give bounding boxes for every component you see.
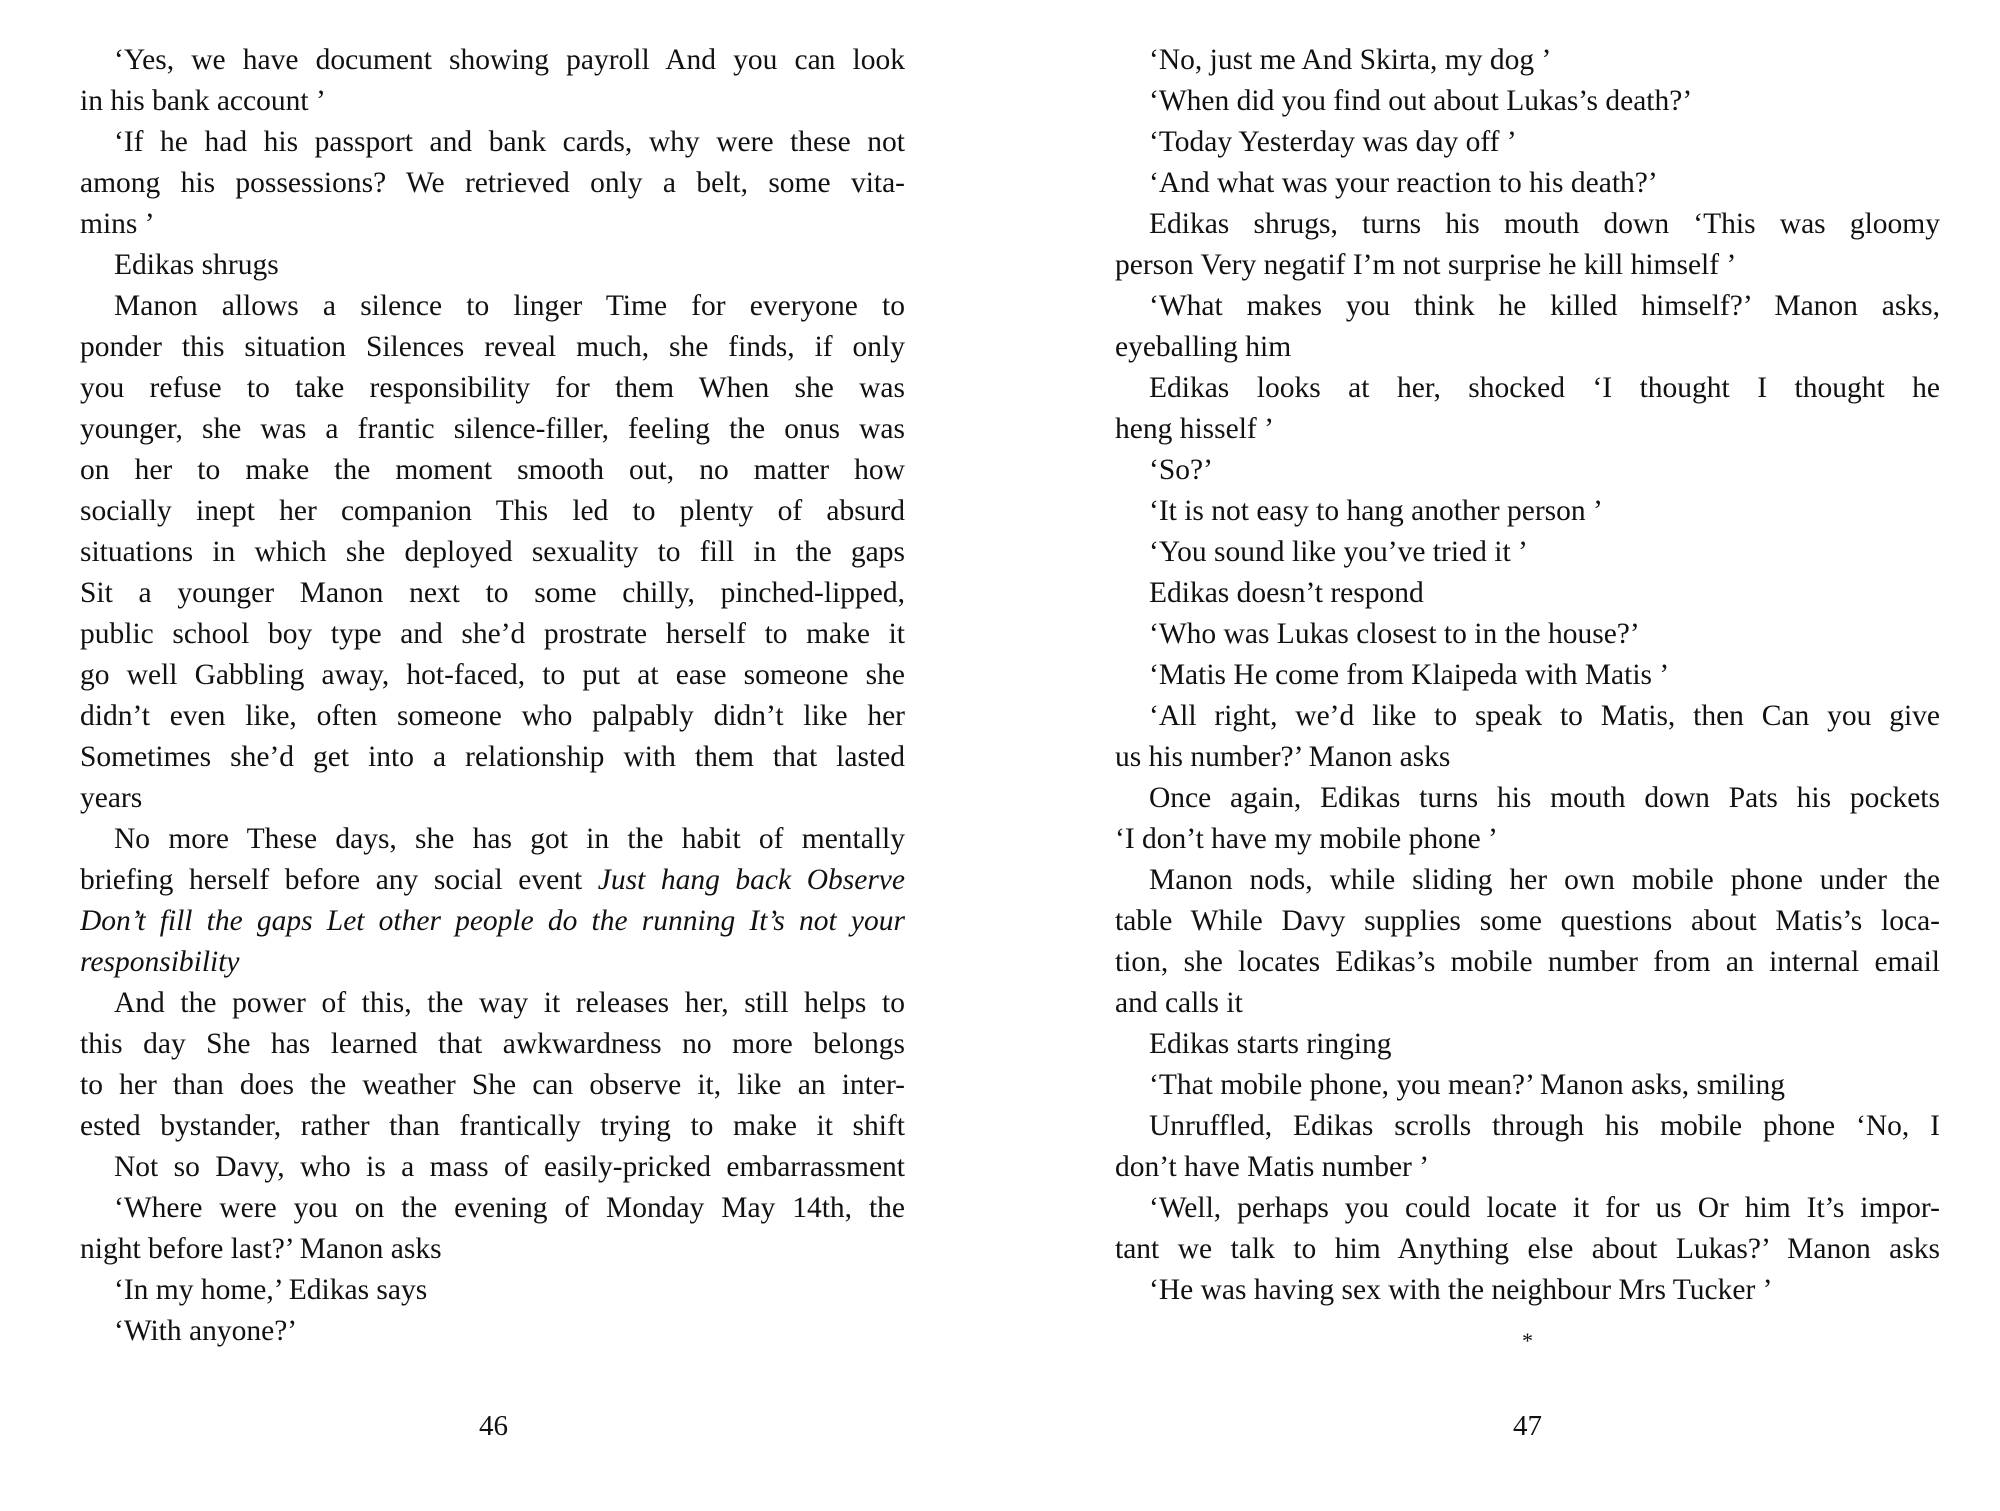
text-line-roman: Not so Davy, who is a mass of easily-pricked embarrassment <box>114 1151 905 1183</box>
text-line-roman: ‘All right, we’d like to speak to Matis, then Can you give <box>1149 700 1940 732</box>
text-line <box>1115 40 1940 81</box>
text-line <box>80 901 905 942</box>
text-line <box>1115 1147 1940 1188</box>
text-line-roman: in his bank account ’ <box>80 85 326 117</box>
text-line <box>80 204 905 245</box>
text-line-roman: Edikas starts ringing <box>1149 1028 1392 1060</box>
text-line <box>80 573 905 614</box>
text-line <box>80 122 905 163</box>
text-line <box>1115 409 1940 450</box>
text-line-roman: don’t have Matis number ’ <box>1115 1151 1430 1183</box>
text-line <box>1115 737 1940 778</box>
text-line-roman: this day She has learned that awkwardness no more belongs <box>80 1028 905 1060</box>
text-line <box>80 778 905 819</box>
text-line-roman: Sit a younger Manon next to some chilly, pinched-lipped, <box>80 577 905 609</box>
text-line <box>1115 1270 1940 1311</box>
text-line <box>80 163 905 204</box>
text-line <box>80 1270 905 1311</box>
text-line <box>1115 327 1940 368</box>
text-line-roman: didn’t even like, often someone who palpably didn’t like her <box>80 700 905 732</box>
text-line <box>1115 573 1940 614</box>
text-line-roman: Manon nods, while sliding her own mobile phone under the <box>1149 864 1940 896</box>
text-line-roman: ‘When did you find out about Lukas’s death?’ <box>1149 85 1693 117</box>
text-line <box>1115 983 1940 1024</box>
text-line-roman: ‘Matis He come from Klaipeda with Matis ’ <box>1149 659 1670 691</box>
text-line <box>1115 819 1940 860</box>
text-line <box>80 450 905 491</box>
text-line-roman: eyeballing him <box>1115 331 1292 363</box>
text-line <box>80 614 905 655</box>
text-line-roman: ‘He was having sex with the neighbour Mrs Tucker ’ <box>1149 1274 1773 1306</box>
text-line <box>1115 491 1940 532</box>
text-line <box>80 1229 905 1270</box>
text-line-roman: ‘You sound like you’ve tried it ’ <box>1149 536 1528 568</box>
text-line <box>1115 655 1940 696</box>
text-line-roman: Edikas doesn’t respond <box>1149 577 1424 609</box>
text-line <box>1115 1024 1940 1065</box>
text-line-roman: ‘Yes, we have document showing payroll And you can look <box>114 44 905 76</box>
text-line <box>1115 122 1940 163</box>
text-line-roman: ‘With anyone?’ <box>114 1315 298 1347</box>
text-line-roman: ested bystander, rather than frantically trying to make it shift <box>80 1110 905 1142</box>
text-line-roman: ‘Where were you on the evening of Monday May 14th, the <box>114 1192 905 1224</box>
text-line-roman: mins ’ <box>80 208 155 240</box>
text-line-roman: ‘What makes you think he killed himself?’ Manon asks, <box>1149 290 1940 322</box>
text-line <box>80 81 905 122</box>
text-line <box>80 327 905 368</box>
text-line <box>80 1147 905 1188</box>
text-line-roman: and calls it <box>1115 987 1243 1019</box>
text-line-roman: table While Davy supplies some questions about Matis’s loca- <box>1115 905 1940 937</box>
page-number-left: 46 <box>479 1410 508 1442</box>
text-line <box>80 1106 905 1147</box>
text-line <box>80 1311 905 1352</box>
text-line-roman: person Very negatif I’m not surprise he kill himself ’ <box>1115 249 1737 281</box>
text-line-roman: Once again, Edikas turns his mouth down Pats his pockets <box>1149 782 1940 814</box>
text-line <box>80 245 905 286</box>
text-line <box>80 1024 905 1065</box>
text-line-roman: heng hisself ’ <box>1115 413 1274 445</box>
text-line-roman: go well Gabbling away, hot-faced, to put at ease someone she <box>80 659 905 691</box>
text-line <box>80 368 905 409</box>
text-line <box>1115 532 1940 573</box>
text-line-roman: on her to make the moment smooth out, no matter how <box>80 454 905 486</box>
text-line <box>1115 778 1940 819</box>
text-line <box>80 40 905 81</box>
text-line <box>80 860 905 901</box>
text-line <box>1115 286 1940 327</box>
text-line-roman: ‘In my home,’ Edikas says <box>114 1274 428 1306</box>
text-line-roman: ‘If he had his passport and bank cards, why were these not <box>114 126 905 158</box>
text-line <box>1115 1229 1940 1270</box>
text-line-roman: ‘So?’ <box>1149 454 1213 486</box>
text-line <box>80 819 905 860</box>
text-line <box>1115 696 1940 737</box>
text-line-roman: Edikas shrugs <box>114 249 279 281</box>
text-line-roman: ‘And what was your reaction to his death?’ <box>1149 167 1658 199</box>
text-line-roman: ‘Who was Lukas closest to in the house?’ <box>1149 618 1640 650</box>
text-line-roman: socially inept her companion This led to plenty of absurd <box>80 495 905 527</box>
text-line <box>1115 1065 1940 1106</box>
text-line <box>1115 860 1940 901</box>
text-line-roman: Edikas looks at her, shocked ‘I thought I thought he <box>1149 372 1940 404</box>
text-line-roman: briefing herself before any social event <box>80 864 598 896</box>
text-line-italic: Don’t fill the gaps Let other people do the running It’s not your <box>80 905 905 937</box>
text-line <box>1115 81 1940 122</box>
text-line-roman: situations in which she deployed sexuality to fill in the gaps <box>80 536 905 568</box>
text-line <box>1115 901 1940 942</box>
text-line <box>80 286 905 327</box>
text-line <box>80 655 905 696</box>
text-line <box>1115 942 1940 983</box>
text-line <box>80 696 905 737</box>
text-line-roman: ‘Today Yesterday was day off ’ <box>1149 126 1517 158</box>
text-line <box>80 942 905 983</box>
text-line-roman: ‘It is not easy to hang another person ’ <box>1149 495 1603 527</box>
text-line <box>1115 450 1940 491</box>
text-line <box>80 1065 905 1106</box>
text-line-roman: you refuse to take responsibility for them When she was <box>80 372 905 404</box>
text-line <box>1115 1188 1940 1229</box>
text-line-roman: No more These days, she has got in the habit of mentally <box>114 823 905 855</box>
text-line-roman: tant we talk to him Anything else about Lukas?’ Manon asks <box>1115 1233 1940 1265</box>
text-line-roman: night before last?’ Manon asks <box>80 1233 442 1265</box>
text-line <box>80 491 905 532</box>
text-line-roman: Manon allows a silence to linger Time for everyone to <box>114 290 905 322</box>
text-line-roman: public school boy type and she’d prostrate herself to make it <box>80 618 905 650</box>
text-line <box>80 737 905 778</box>
text-line-italic: Just hang back Observe <box>597 864 905 896</box>
text-line <box>1115 368 1940 409</box>
section-break-asterisk: * <box>1522 1328 1533 1353</box>
text-line-roman: Edikas shrugs, turns his mouth down ‘This was gloomy <box>1149 208 1940 240</box>
text-line-roman: years <box>80 782 143 814</box>
text-line <box>80 409 905 450</box>
text-line-roman: to her than does the weather She can observe it, like an inter- <box>80 1069 905 1101</box>
text-line-roman: ponder this situation Silences reveal much, she finds, if only <box>80 331 905 363</box>
text-line-roman: Unruffled, Edikas scrolls through his mobile phone ‘No, I <box>1149 1110 1940 1142</box>
text-line-roman: ‘No, just me And Skirta, my dog ’ <box>1149 44 1552 76</box>
text-line <box>1115 245 1940 286</box>
text-line <box>1115 614 1940 655</box>
left-page-text <box>80 40 905 1352</box>
text-line <box>1115 1106 1940 1147</box>
text-line-roman: ‘That mobile phone, you mean?’ Manon asks, smiling <box>1149 1069 1786 1101</box>
text-line-roman: younger, she was a frantic silence-filler, feeling the onus was <box>80 413 905 445</box>
page-number-right: 47 <box>1513 1410 1542 1442</box>
text-line-italic: responsibility <box>80 946 240 978</box>
text-line-roman: among his possessions? We retrieved only a belt, some vita- <box>80 167 905 199</box>
right-page-text <box>1115 40 1940 1311</box>
text-line <box>1115 163 1940 204</box>
text-line-roman: tion, she locates Edikas’s mobile number from an internal email <box>1115 946 1940 978</box>
text-line-roman: us his number?’ Manon asks <box>1115 741 1451 773</box>
text-line-roman: And the power of this, the way it releases her, still helps to <box>114 987 905 1019</box>
text-line <box>80 532 905 573</box>
text-line <box>80 983 905 1024</box>
text-line-roman: ‘I don’t have my mobile phone ’ <box>1115 823 1498 855</box>
text-line <box>1115 204 1940 245</box>
text-line-roman: ‘Well, perhaps you could locate it for us Or him It’s impor- <box>1149 1192 1940 1224</box>
text-line-roman: Sometimes she’d get into a relationship with them that lasted <box>80 741 905 773</box>
text-line <box>80 1188 905 1229</box>
